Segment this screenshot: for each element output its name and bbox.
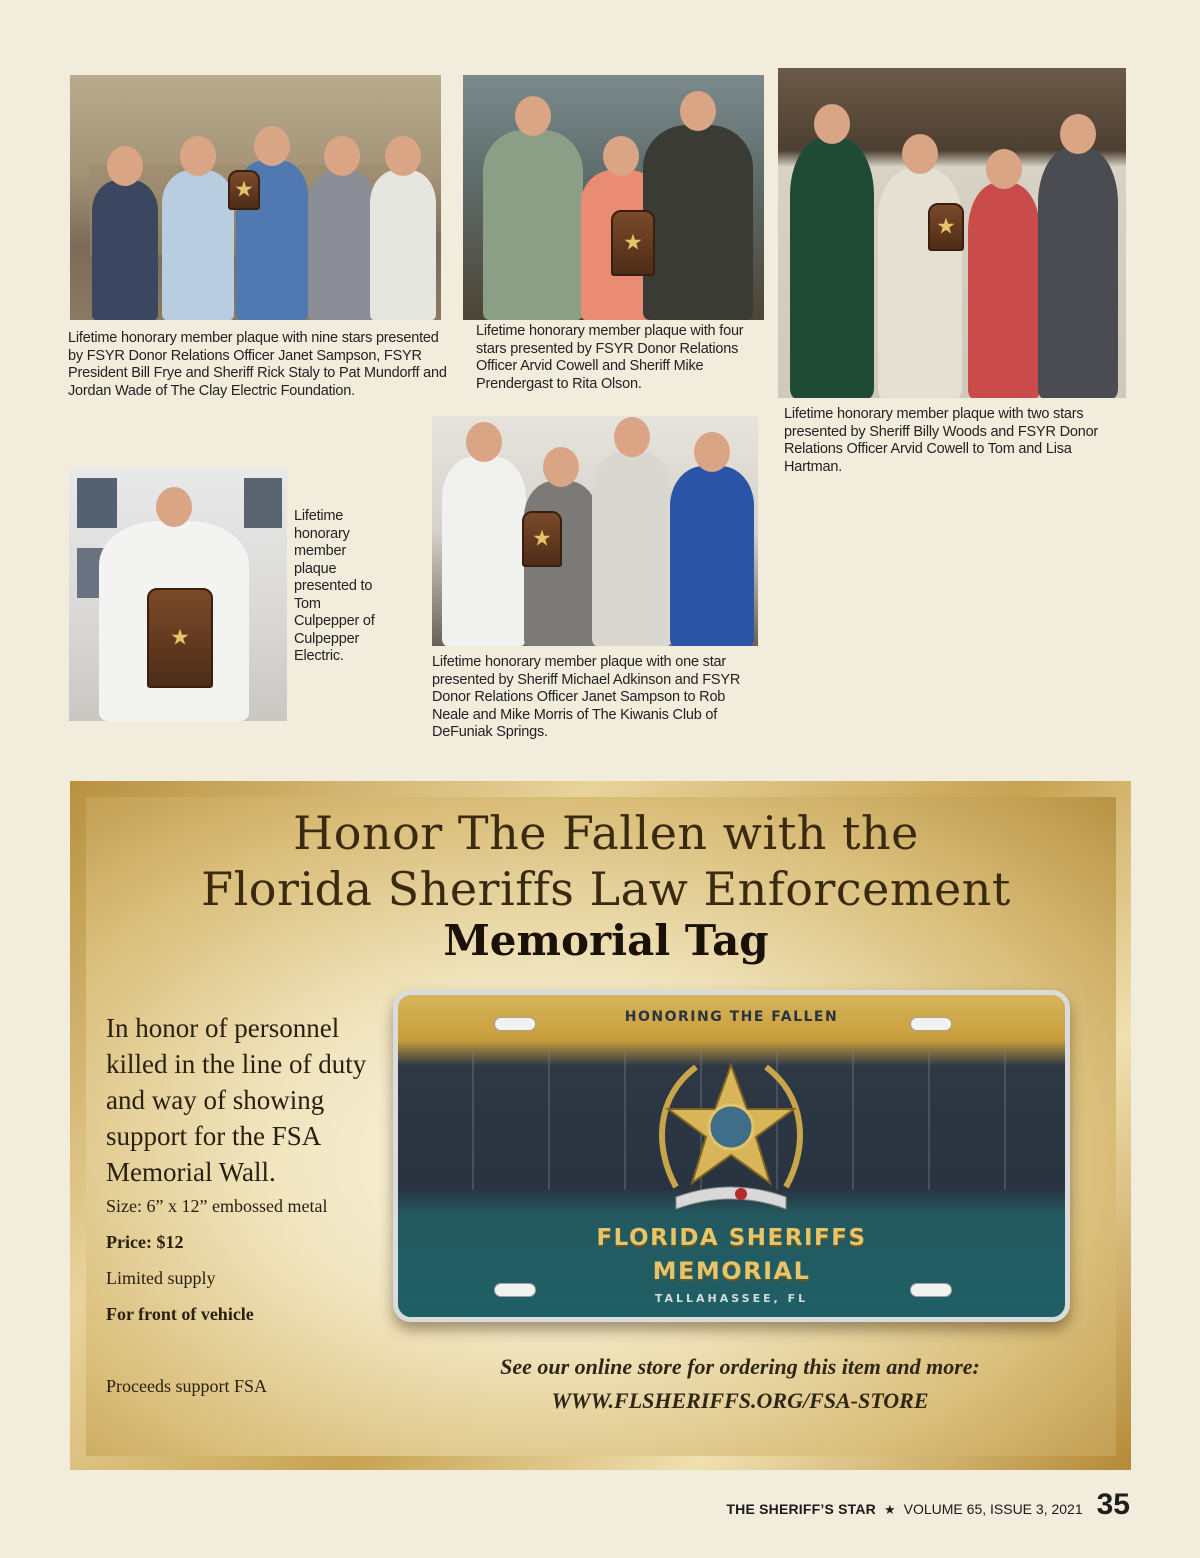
ad-placement: For front of vehicle — [106, 1304, 254, 1324]
plate-line3: TALLAHASSEE, FL — [654, 1292, 809, 1305]
plate-line1: FLORIDA SHERIFFS — [596, 1225, 867, 1251]
photo-hartman — [778, 68, 1126, 398]
ad-supply: Limited supply — [106, 1268, 216, 1288]
ad-proceeds: Proceeds support FSA — [106, 1376, 267, 1396]
ad-description: In honor of personnel killed in the line of duty and way of showing support for the FSA Memorial Wall. — [106, 1013, 367, 1187]
photo-culpepper — [69, 468, 287, 721]
ad-size: Size: 6” x 12” embossed metal — [106, 1196, 328, 1216]
ad-price: Price: $12 — [106, 1232, 184, 1252]
sheriff-star-badge-icon — [646, 1047, 816, 1217]
photo1-caption: Lifetime honorary member plaque with nine stars presented by FSYR Donor Relations Officer Janet Sampson, FSYR President Bill Frye and Sheriff Rick Staly to Pat Mundorff and Jordan Wade of The Clay Electric Foundation. — [68, 330, 447, 399]
ad-store-line: See our online store for ordering this item and more: — [500, 1354, 980, 1379]
publication-name: THE SHERIFF’S STAR — [726, 1501, 876, 1517]
plate-top-text: HONORING THE FALLEN — [624, 1009, 839, 1025]
ad-store-url[interactable]: WWW.FLSHERIFFS.ORG/FSA-STORE — [551, 1388, 929, 1413]
memorial-license-plate — [393, 990, 1070, 1322]
star-icon: ★ — [883, 1503, 896, 1518]
page-footer — [726, 1488, 1130, 1522]
page-number: 35 — [1096, 1488, 1130, 1521]
ad-title-line1: Honor The Fallen with the — [293, 806, 919, 860]
photo-clay-electric — [70, 75, 441, 320]
volume-issue: VOLUME 65, ISSUE 3, 2021 — [903, 1501, 1083, 1517]
photo-kiwanis — [432, 416, 758, 646]
ad-title-line2: Florida Sheriffs Law Enforcement — [201, 862, 1011, 916]
photo2-caption: Lifetime honorary member plaque with four stars presented by FSYR Donor Relations Officer Arvid Cowell and Sheriff Mike Prendergast to Rita Olson. — [476, 323, 744, 392]
plate-line2: MEMORIAL — [652, 1257, 811, 1285]
photo3-caption: Lifetime honorary member plaque with two stars presented by Sheriff Billy Woods and FSYR Donor Relations Officer Arvid Cowell to Tom and Lisa Hartman. — [784, 406, 1099, 475]
ad-title-line3: Memorial Tag — [443, 916, 769, 965]
photo5-caption: Lifetime honorary member plaque with one star presented by Sheriff Michael Adkinson and FSYR Donor Relations Officer Janet Sampson to Rob Neale and Mike Morris of The Kiwanis Club of DeFuniak Springs. — [432, 654, 741, 740]
photo-rita-olson — [463, 75, 764, 320]
photo4-caption: Lifetime honorary member plaque presented to Tom Culpepper of Culpepper Electric. — [294, 508, 375, 664]
